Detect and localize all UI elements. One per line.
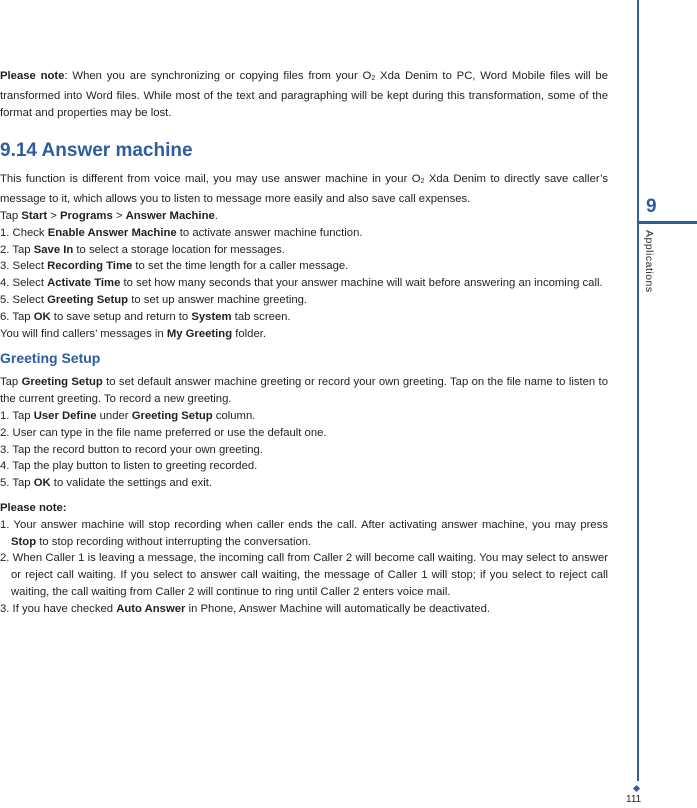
step-4: 4. Select Activate Time to set how many seconds that your answer machine will wait before answering an incoming call. [0, 277, 603, 290]
greeting-intro: Tap Greeting Setup to set default answer machine greeting or record your own greeting. Tap on the file name to listen to the current greeting. To record a new greeting. [0, 376, 608, 406]
step-5: 5. Select Greeting Setup to set up answer machine greeting. [0, 293, 308, 306]
note-label: Please note [0, 70, 65, 82]
greeting-step-3: 3. Tap the record button to record your own greeting. [0, 443, 263, 456]
greeting-step-2: 2. User can type in the file name preferred or use the default one. [0, 426, 327, 439]
diamond-icon [633, 785, 640, 792]
page-number: 111 [626, 794, 642, 805]
step-6: 6. Tap OK to save setup and return to System tab screen. [0, 310, 291, 323]
sidebar-vertical-rule [637, 0, 639, 781]
greeting-step-5: 5. Tap OK to validate the settings and exit. [0, 477, 213, 490]
greeting-setup-title: Greeting Setup [0, 350, 101, 367]
spacer [0, 492, 608, 500]
note-3: 3. If you have checked Auto Answer in Phone, Answer Machine will automatically be deactivated. [0, 602, 490, 615]
notes-heading: Please note: [0, 501, 67, 514]
chapter-label: Applications [643, 230, 655, 293]
step-3: 3. Select Recording Time to set the time length for a caller message. [0, 260, 349, 273]
step-1: 1. Check Enable Answer Machine to activate answer machine function. [0, 226, 363, 239]
note-1: 1. Your answer machine will stop recording when caller ends the call. After activating answer machine, you may press Stop to stop recording without interrupting the conversation. [0, 518, 608, 548]
chapter-rule [638, 221, 697, 224]
section-description: This function is different from voice mail, you may use answer machine in your O2 Xda Denim to directly save caller’s message to it, which allows you to listen to message more easily and also save call expenses. [0, 173, 608, 206]
page-content [0, 68, 608, 618]
note-2: 2. When Caller 1 is leaving a message, the incoming call from Caller 2 will become call waiting. You may select to answer or reject call waiting. If you select to answer call waiting, the message of Caller 1 will stop; if you select to reject call waiting, the call waiting from Caller 2 will continue to ring until Caller 2 enters voice mail. [0, 552, 608, 598]
intro-note: Please note: When you are synchronizing or copying files from your O2 Xda Denim to PC, Word Mobile files will be transformed into Word files. While most of the text and paragraphing will be kept during this transformation, some of the format and properties may be lost. [0, 70, 608, 119]
chapter-number: 9 [646, 196, 657, 217]
tap-path: Tap Start > Programs > Answer Machine. [0, 209, 218, 222]
find-messages: You will find callers’ messages in My Greeting folder. [0, 327, 267, 340]
greeting-step-1: 1. Tap User Define under Greeting Setup column. [0, 409, 256, 422]
section-title: 9.14 Answer machine [0, 140, 193, 162]
greeting-step-4: 4. Tap the play button to listen to greeting recorded. [0, 460, 258, 473]
step-2: 2. Tap Save In to select a storage location for messages. [0, 243, 285, 256]
